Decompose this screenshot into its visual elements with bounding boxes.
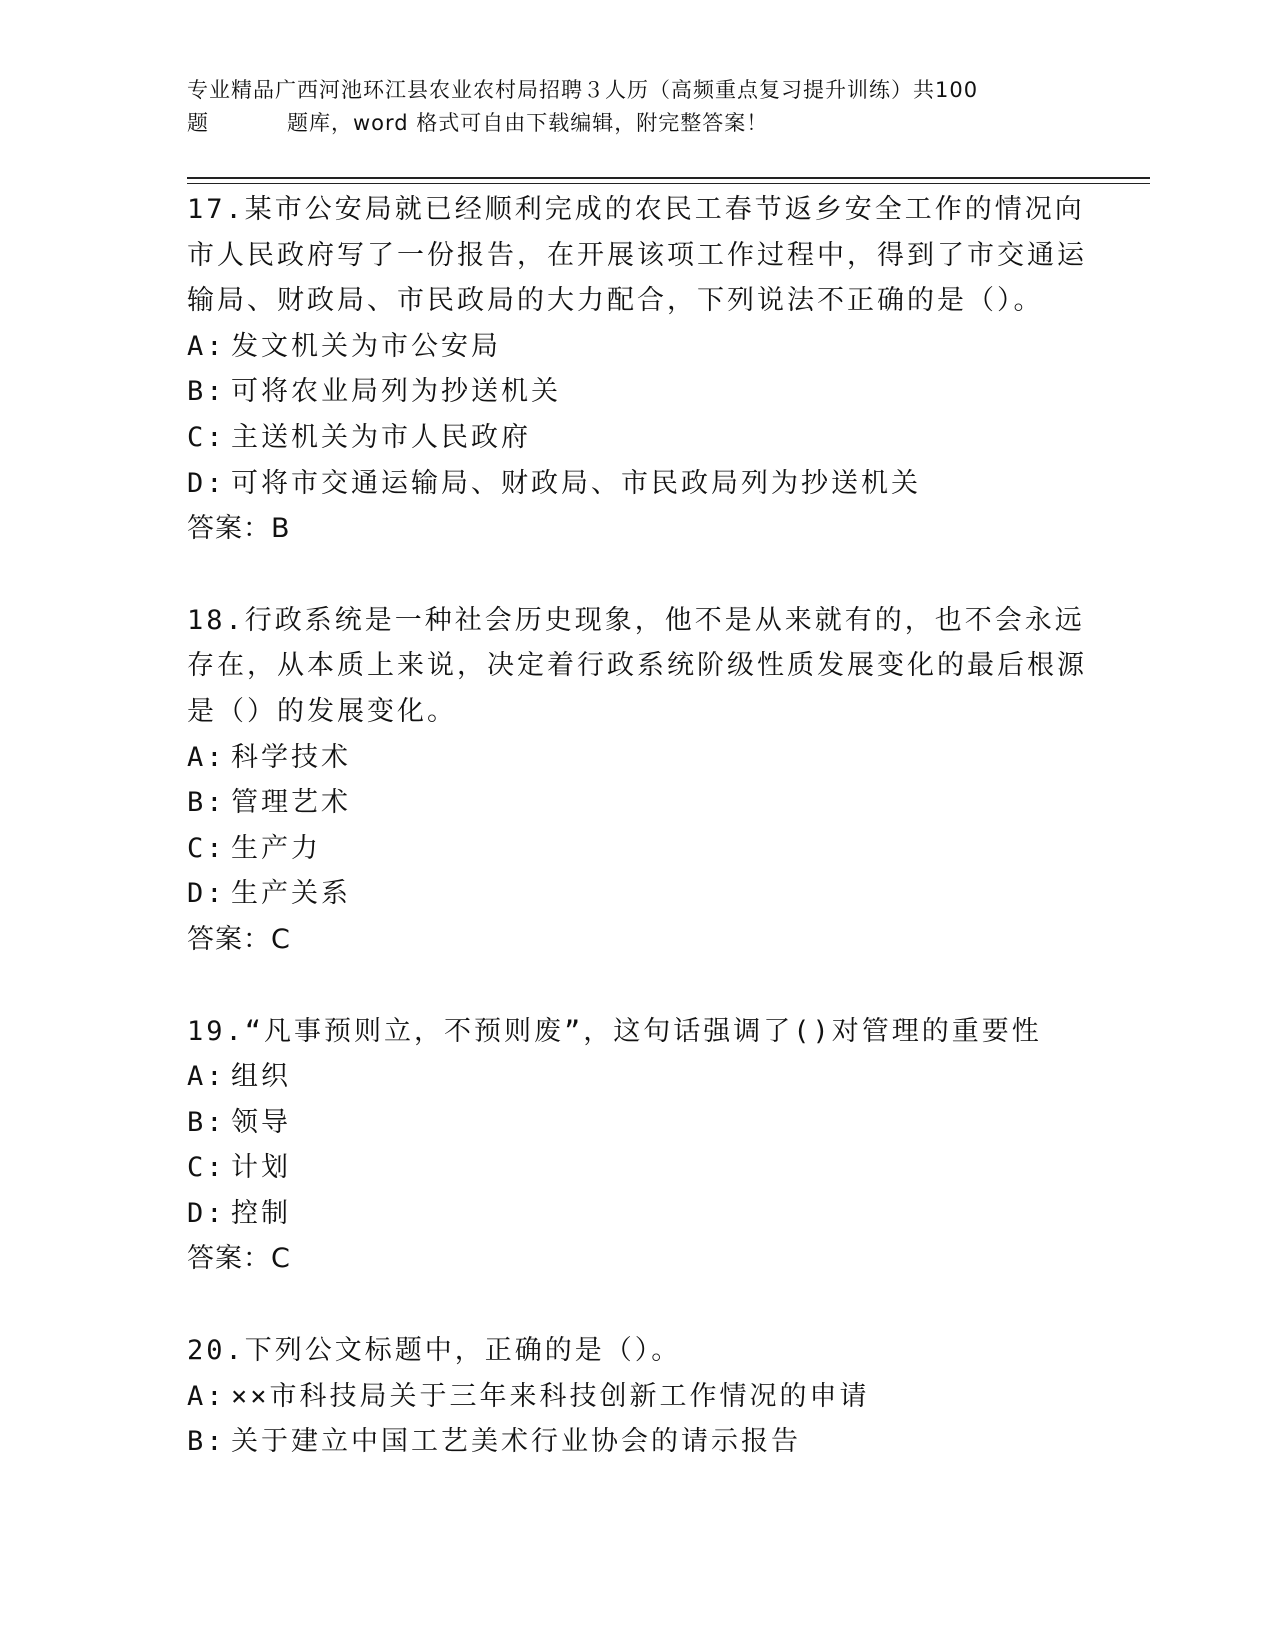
header-line-2: [187, 107, 1087, 140]
header-line-2-rest: 题库，word 格式可自由下载编辑，附完整答案！: [287, 111, 769, 135]
option-d: [187, 871, 1087, 917]
question-stem: 19.“凡事预则立，不预则废”，这句话强调了()对管理的重要性: [187, 1015, 1042, 1047]
question-17: [187, 187, 1087, 552]
question-stem: 18.行政系统是一种社会历史现象，他不是从来就有的，也不会永远存在，从本质上来说，决定着行政系统阶级性质发展变化的最后根源是（）的发展变化。: [187, 604, 1087, 727]
option-text: 发文机关为市公安局: [231, 330, 501, 362]
question-19: [187, 1009, 1087, 1283]
option-text: 主送机关为市人民政府: [231, 421, 531, 453]
option-a: [187, 1054, 1087, 1100]
option-key: A:: [187, 1061, 226, 1093]
option-key: B:: [187, 1106, 226, 1138]
option-text: 计划: [231, 1152, 291, 1184]
option-key: D:: [187, 878, 226, 910]
answer-line: 答案：C: [187, 923, 291, 955]
option-a: [187, 735, 1087, 781]
option-text: 科学技术: [231, 741, 351, 773]
option-text: 关于建立中国工艺美术行业协会的请示报告: [231, 1426, 801, 1458]
header-line-2-first: 题: [187, 111, 209, 135]
answer-line: 答案：C: [187, 1243, 291, 1275]
option-key: A:: [187, 1380, 226, 1412]
option-key: C:: [187, 421, 226, 453]
option-b: [187, 1419, 1087, 1465]
header-line-1: 专业精品广西河池环江县农业农村局招聘３人历（高频重点复习提升训练）共100: [187, 78, 979, 102]
option-b: [187, 780, 1087, 826]
option-text: 管理艺术: [231, 787, 351, 819]
option-key: A:: [187, 741, 226, 773]
option-text: 可将农业局列为抄送机关: [231, 376, 561, 408]
question-stem: 17.某市公安局就已经顺利完成的农民工春节返乡安全工作的情况向市人民政府写了一份报告，在开展该项工作过程中，得到了市交通运输局、财政局、市民政局的大力配合，下列说法不正确的是（）。: [187, 194, 1087, 317]
option-b: [187, 369, 1087, 415]
option-key: B:: [187, 376, 226, 408]
document-header: [187, 74, 1087, 140]
question-list: [187, 187, 1087, 1511]
option-key: D:: [187, 1197, 226, 1229]
option-b: [187, 1100, 1087, 1146]
question-18: [187, 598, 1087, 963]
option-key: B:: [187, 1426, 226, 1458]
option-a: [187, 1374, 1087, 1420]
option-text: 领导: [231, 1106, 291, 1138]
option-text: ××市科技局关于三年来科技创新工作情况的申请: [231, 1380, 870, 1412]
header-divider-thick: [187, 177, 1150, 179]
question-stem: 20.下列公文标题中，正确的是（）。: [187, 1335, 682, 1367]
option-key: C:: [187, 1152, 226, 1184]
option-text: 可将市交通运输局、财政局、市民政局列为抄送机关: [231, 467, 921, 499]
option-text: 生产关系: [231, 878, 351, 910]
option-key: B:: [187, 787, 226, 819]
option-a: [187, 324, 1087, 370]
option-c: [187, 415, 1087, 461]
question-20: [187, 1328, 1087, 1465]
option-key: A:: [187, 330, 226, 362]
answer-line: 答案：B: [187, 513, 291, 545]
option-d: [187, 461, 1087, 507]
option-text: 生产力: [231, 832, 321, 864]
option-d: [187, 1191, 1087, 1237]
option-text: 控制: [231, 1197, 291, 1229]
option-c: [187, 826, 1087, 872]
option-key: C:: [187, 832, 226, 864]
option-text: 组织: [231, 1061, 291, 1093]
header-divider-thin: [187, 183, 1150, 184]
option-c: [187, 1145, 1087, 1191]
option-key: D:: [187, 467, 226, 499]
